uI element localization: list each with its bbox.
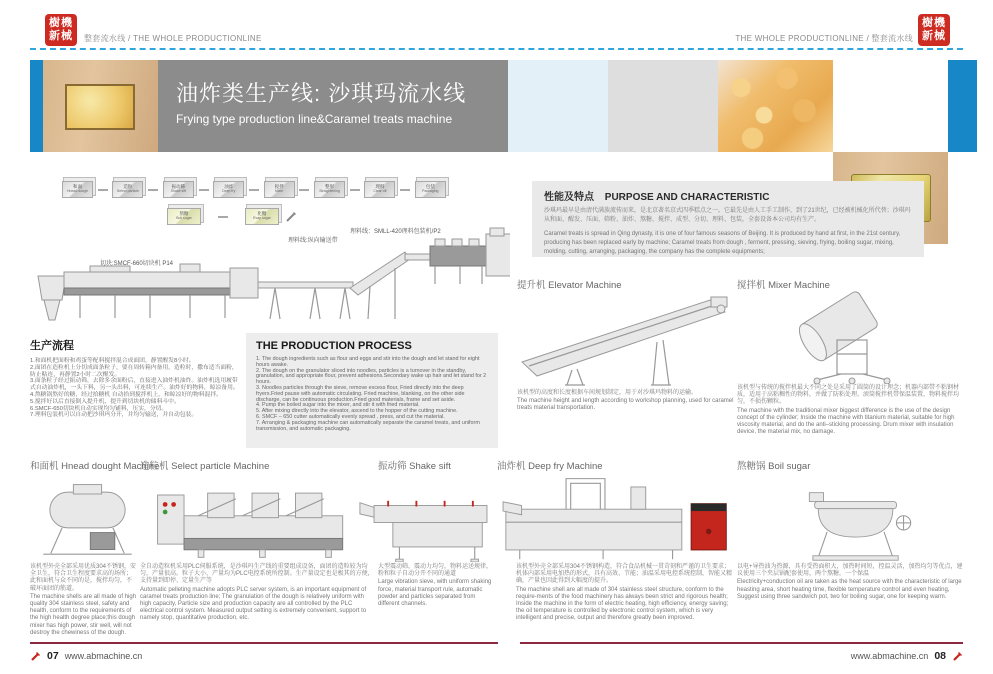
process-step: 6. SMCF – 650 cutter automatically evenly spread , press, and cut the material. — [256, 413, 445, 420]
banner-title-block — [158, 60, 508, 152]
page-number-right: 08 — [934, 650, 946, 662]
purpose-title-en: PURPOSE AND CHARACTERISTIC — [604, 192, 770, 203]
particle-machine-illustration — [150, 478, 355, 563]
section-title-mixer: 搅拌机 Mixer Machine — [737, 280, 830, 291]
website-url: www.abmachine.cn — [64, 651, 143, 661]
flow-step — [163, 181, 194, 198]
desc-cn: 该机型外壳全部采用304不锈钢构造，符合食品机械一贯苛刻和严谨的卫生要求；机体内部采用电加热的形式，具有高效、节能；油温采用电控系统控制，智能又精确，产量也因此得到大幅度的提升。 — [516, 564, 733, 585]
flow-step — [264, 181, 295, 198]
wrench-icon — [30, 651, 41, 662]
particle-description — [140, 564, 376, 623]
sift-machine-illustration — [358, 482, 503, 562]
flow-step-label-cn: 搅拌 — [274, 184, 284, 189]
diagram-label-packer: 理料线：SMLL-420理料包装机/P2 — [350, 229, 441, 235]
seal-text: 新械 — [49, 30, 73, 42]
fry-machine-illustration — [492, 474, 742, 562]
flow-connector — [199, 189, 209, 191]
mixer-description — [737, 385, 963, 436]
sugar-kettle-illustration — [795, 482, 925, 562]
process-step: 4. Pump the boiled sugar into the mixer, and stir it with fried material. — [256, 402, 420, 409]
desc-cn: 该机型的高度和长度根据车间规划制定，用于对沙琪玛物料的运输。 — [517, 390, 698, 396]
mixer-machine-illustration — [775, 288, 920, 384]
section-title-fry: 油炸机 Deep fry Machine — [497, 461, 603, 472]
flow-connector — [249, 189, 259, 191]
seal-text: 樹機 — [922, 17, 946, 29]
flow-step-label-en: Deep fry — [222, 189, 236, 193]
flow-step-label-en: Select particle — [116, 189, 139, 193]
seal-text: 樹機 — [49, 17, 73, 29]
page-subtitle: Frying type production line&Caramel treats machine — [176, 112, 453, 126]
flow-step — [314, 181, 345, 198]
desc-cn: 该机型外壳全部采用优质304不锈钢，安全卫生，符合卫生程度要求高的场所；此和面机与众不同的是，搅拌均匀，不破坏面团的筋道。 — [30, 564, 137, 592]
diagram-label-conveyor: 理料线:纵向输送带 — [288, 238, 338, 244]
flow-step-label-cn: 振动筛 — [171, 184, 186, 189]
footer-rule-left — [30, 642, 498, 644]
flow-step-label-en: Straightening — [319, 189, 340, 193]
sugar-description — [737, 564, 964, 601]
page-title: 油炸类生产线: 沙琪玛流水线 — [176, 81, 467, 106]
process-step: 3. Noodles particles through the sieve, remove excess flour, Fried directly into the deep fryers.Fried pause with automatic circulating. Fried machine, blanking, on the other side discharge, can be continuous production.Fried good materials, frame and set aside. — [256, 384, 465, 403]
flow-step-label-en: Packaging — [422, 189, 439, 193]
flow-connector — [350, 189, 360, 191]
process-step: 7.理料包装机可以自动把沙琪玛分开，并均匀输送，并自动包装。 — [30, 412, 198, 419]
process-step: 2.面团在造粒机上分切成面条粒子，要在周转箱内备用，造粒时，撒布适当面粉，防止粘连，再静置2小时二次醒发。 — [30, 364, 238, 378]
flow-step-label-en: Clear off — [373, 189, 387, 193]
process-section-en — [246, 333, 498, 448]
header-divider-rule — [30, 48, 963, 50]
sift-description — [378, 564, 496, 608]
banner-lightblue-block — [508, 60, 608, 152]
header-label-left: 整套流水线 / THE WHOLE PRODUCTIONLINE — [84, 34, 262, 43]
footer-rule-right — [520, 642, 963, 644]
wrench-icon — [952, 651, 963, 662]
elevator-description — [517, 390, 739, 413]
desc-cn: 全自动造粒机采用PLC伺服系统，是沙琪玛生产线的重要组成设备，面团的造粒较为均匀，产量很高。粒子大小、产量均为PLC电控系统所控制。生产量设定也是极其的方便，支持量到即停、定量生产等 — [140, 564, 374, 585]
dough-description — [30, 564, 137, 637]
company-seal-logo-right — [918, 14, 950, 46]
product-photo-sachima-closeup — [718, 60, 833, 152]
dough-machine-illustration — [35, 478, 140, 558]
process-title-en: THE PRODUCTION PROCESS — [256, 340, 412, 352]
desc-cn: 以电+导热油为热源，具有受热面积大，加热时间短，控温灵活，加热均匀等优点，建议使用三个夹层锅配套使用，两个熬糖，一个保温 — [737, 564, 963, 578]
flow-step-label-cn: 理料 — [375, 184, 385, 189]
flow-step — [415, 181, 446, 198]
page-number-left: 07 — [47, 650, 59, 662]
process-step: 5.搅拌好以后直接倒入提升机，提升到切块机的储料斗中。 — [30, 398, 180, 405]
section-title-dough: 和面机 Hnead dought Machine — [30, 461, 160, 472]
process-flowchart — [62, 181, 446, 198]
section-title-elevator: 提升机 Elevator Machine — [517, 280, 622, 291]
desc-en: The machine with the traditional mixer biggest difference is the use of the design concept of the cylinder; Inside the machine with titanium material, suitable for high viscosity material, and do the anti–sticking processing. Drum mixer with insulation device, the material mix, no damage. — [737, 407, 955, 436]
flow-step-label-cn: 造粒 — [123, 184, 133, 189]
process-step: 4.熬糖锅熬好的糖，经过拾糖机 自动拾到搅拌机上，和晾凉好的物料混拌。 — [30, 391, 222, 398]
flow-step — [112, 181, 143, 198]
flow-step — [167, 208, 201, 225]
header-label-right: THE WHOLE PRODUCTIONLINE / 整套流水线 — [735, 34, 913, 43]
desc-en: Electricity+conduction oil are taken as the heat source with the characteristic of large heasting area, short heating time, flexible temperature control and even heating, Suggest using three sandwich pot, two for boiling sugar, one for keeping warm. — [737, 579, 962, 600]
desc-en: The machine height and length according to workshop planning, used for caramel treats material transportation. — [517, 398, 734, 412]
desc-cn: 该机型与传统的搅拌机最大不同之处是采用了圆筒的设计理念；机器内部带不粘钢材质，适用于高粘稠性的物料，并做了防粘处理。滚筒搅拌机带保温装置，物料搅拌均匀，不损伤颗粒。 — [737, 385, 960, 406]
flow-step-label-en: Hnead dough — [66, 189, 89, 193]
sachima-photo-shape — [65, 84, 135, 130]
process-step: 6.SMCF-650切块机自动实现均匀铺料，压实，分切。 — [30, 405, 168, 412]
website-url: www.abmachine.cn — [850, 651, 929, 661]
section-title-sift: 振动筛 Shake sift — [378, 461, 451, 472]
flow-connector — [148, 189, 158, 191]
footer-right — [851, 650, 963, 662]
flow-step-label-cn: 和面 — [73, 184, 82, 189]
footer-left — [30, 650, 142, 662]
seal-text: 新械 — [922, 30, 946, 42]
purpose-title-cn: 性能及特点 — [544, 192, 594, 203]
process-step: 3.面条粒子经过振动筛，去除多余面粉后，直接进入油炸机油炸。油炸机选用履带式自动油炸机，一头下料，另一头出料，可连续生产。油炸好的物料，晾凉备用。 — [30, 378, 239, 392]
section-title-sugar: 熬糖锅 Boil sugar — [737, 461, 811, 472]
process-step: 2. The dough on the granulator sliced into noodles, particles is a turnover in the standby, granulation, and appropriate flour, prevent adhesions.Secondary wake up hair and let stand for 2 hours. — [256, 367, 487, 386]
pencil-icon — [285, 211, 297, 223]
flow-step-label-cn: 包装 — [425, 184, 435, 189]
process-step: 5. After mixing directly into the elevator, ascend to the hopper of the cutting machine. — [256, 408, 458, 415]
sugar-sub-flow — [167, 208, 297, 225]
process-title-cn: 生产流程 — [30, 340, 74, 352]
desc-en: Automatic pelleting machine adopts PLC server system, is an important equipment of caramel treats production line; The granulation of the dough is relatively uniform with high capacity, Particle size and production capacity are all controlled by the PLC electrical control system. Measured output setting is extremely convenient, support to namely stop, quantitative production, etc. — [140, 586, 367, 622]
flow-step-label-cn: 化糖 — [257, 211, 267, 216]
purpose-panel — [532, 181, 924, 257]
fry-description — [516, 564, 732, 623]
banner-blue-bar-left — [30, 60, 43, 152]
flow-step-label-cn: 熬糖 — [179, 211, 189, 216]
desc-en: The machine shell are all made of 304 stainless steel structure, conform to the require-ments of the food machinery has always been strict and rigorous health; Inside the machine in the form of electric heating, high efficiency, energy saving; the oil temperature is controlled by electronic control system, which is very intelligent and precise, output and therefore greatly been improved. — [516, 586, 729, 622]
production-line-illustration — [30, 224, 510, 334]
flow-step-label-cn: 整形 — [325, 184, 335, 189]
flow-step — [364, 181, 395, 198]
flow-connector — [98, 189, 108, 191]
banner-gray-block — [608, 60, 718, 152]
process-section-cn — [30, 337, 242, 419]
desc-cn: 大型震动筛，震动力均匀，物料运送规律，粉和粒子自动分开不同的通道 — [378, 564, 493, 578]
flow-step-label-en: Shake sift — [170, 189, 186, 193]
desc-en: The machine shells are all made of high quality 304 stainless steel, safety and health, conform to the requirements of the high health degree place;this dough mixer has high power, stir well, will not destroy the chewiness of the dough. — [30, 593, 137, 636]
purpose-text-cn: 沙琪玛最早是由清代满族流传而来，是北京著名京式四季糕点之一。它最先是由人工手工制作，到了21世纪，已经被机械化所代替；沙琪玛从和面、醒发、压面、筛粉、油炸、熬糖、搅拌、成型、分切、理料、包装，全套设备本公司均有生产。 — [544, 208, 911, 224]
flow-step — [213, 181, 244, 198]
process-step: 1.和面机把面粉和鸡蛋等配料搅拌混合成面团，静置醒发8小时。 — [30, 358, 195, 364]
flow-connector — [400, 189, 410, 191]
elevator-machine-illustration — [517, 292, 742, 386]
banner-blue-bar-right — [948, 60, 977, 152]
purpose-title — [544, 188, 912, 203]
section-title-particle: 造粒机 Select particle Machine — [140, 461, 270, 472]
process-step: 1. The dough ingredients such as flour and eggs and stir into the dough and let stand for eight hours awake. — [256, 356, 480, 368]
product-photo-sachima-block — [43, 60, 158, 152]
process-step: 7. Arranging & packaging machine can automatically separate the caramel treats, and uniform transmission, and automatic packaging. — [256, 419, 480, 432]
flow-step — [245, 208, 279, 225]
flow-step-label-en: Evap sugar — [253, 216, 271, 220]
desc-en: Large vibration sieve, with uniform shaking force, material transport rule, automatic powder and particles separated from different channels. — [378, 579, 492, 608]
flow-connector — [218, 216, 228, 218]
flow-step-label-cn: 油炸 — [224, 184, 234, 189]
flow-step-label-en: Mixer — [274, 189, 284, 193]
diagram-label-cutter: 切块:SMCF-660切块机 P14 — [100, 261, 174, 267]
flow-step — [62, 181, 93, 198]
company-seal-logo-left — [45, 14, 77, 46]
flow-step-label-en: Boil sugar — [176, 216, 192, 220]
purpose-text-en: Caramel treats is spread in Qing dynasty, it is one of four famous seasons of Beijing. It is produced by hand at first, in the 21st century, producing has been replaced early by machine; Caramel treats from dough , ferment, pressing, sieving, frying, boiling sugar, mixing, molding, cutting, arranging, packaging, the company has the complete equipments; — [544, 230, 901, 255]
flow-connector — [299, 189, 309, 191]
